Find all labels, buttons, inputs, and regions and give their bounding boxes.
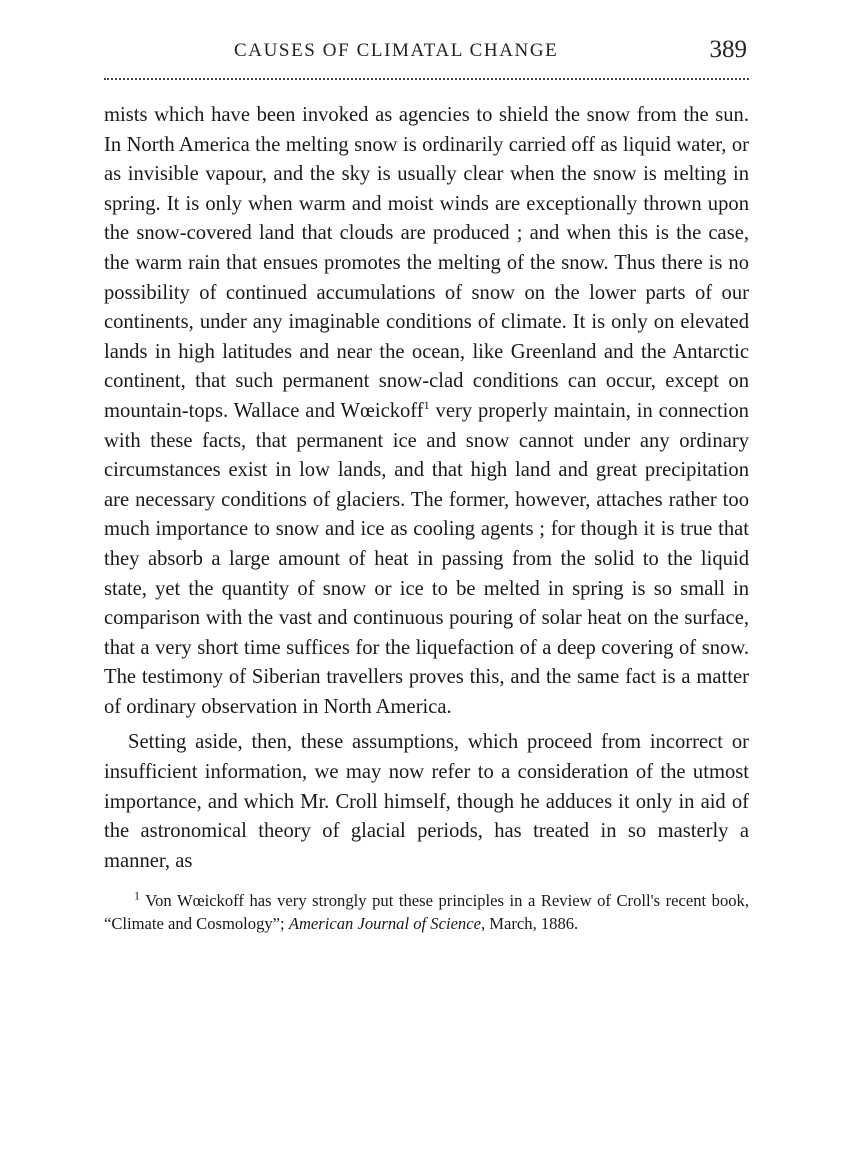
paragraph-text: very properly maintain, in connection with these facts, that permanent ice and snow cannot under any ordinary circumstances exist in low lands, and that high land and great precipitation are necessary conditions of glaciers. The former, however, attaches rather too much importance to snow and ice as cooling agents ; for though it is true that they absorb a large amount of heat in passing from the solid to the liquid state, yet the quantity of snow or ice to be melted in spring is so small in comparison with the vast and continuous pouring of solar heat on the surface, that a very short time suffices for the liquefaction of a deep covering of snow. The testimony of Siberian travellers proves this, and the same fact is a matter of ordinary observation in North America. [104,399,749,718]
header-rule [104,78,749,80]
paragraph-text: mists which have been invoked as agencies to shield the snow from the sun. In North America the melting snow is ordinarily carried off as liquid water, or as invisible vapour, and the sky is usually clear when the snow is melting in spring. It is only when warm and moist winds are exceptionally thrown upon the snow-covered land that clouds are produced ; and when this is the case, the warm rain that ensues promotes the melting of the snow. Thus there is no possibility of continued accumulations of snow on the lower parts of our continents, under any imaginable conditions of climate. It is only on elevated lands in high latitudes and near the ocean, like Greenland and the Antarctic continent, that such permanent snow-clad conditions can occur, except on mountain-tops. Wallace and Wœickoff [104,104,749,422]
footnote-text: Von Wœickoff has very strongly put these principles in a Review of Croll's recent book, “Climate and Cosmology”; [104,891,749,933]
footnote-journal-title: American Journal of Science [288,913,481,933]
running-title: CAUSES OF CLIMATAL CHANGE [234,40,559,61]
footnote-text: , March, 1886. [480,913,579,933]
book-page [104,36,749,935]
paragraph: Setting aside, then, these assumptions, which proceed from incorrect or insufficient information, we may now refer to a consideration of the utmost importance, and which Mr. Croll himself, though he adduces it only in aid of the astronomical theory of glacial periods, has treated in so masterly a manner, as [104,731,749,872]
footnote-reference[interactable]: 1 [423,398,430,413]
footnote [104,890,749,934]
footnote-marker: 1 [134,888,140,903]
body-text [104,101,749,876]
paragraph [104,101,749,722]
page-number: 389 [709,36,747,63]
running-head [104,36,749,70]
